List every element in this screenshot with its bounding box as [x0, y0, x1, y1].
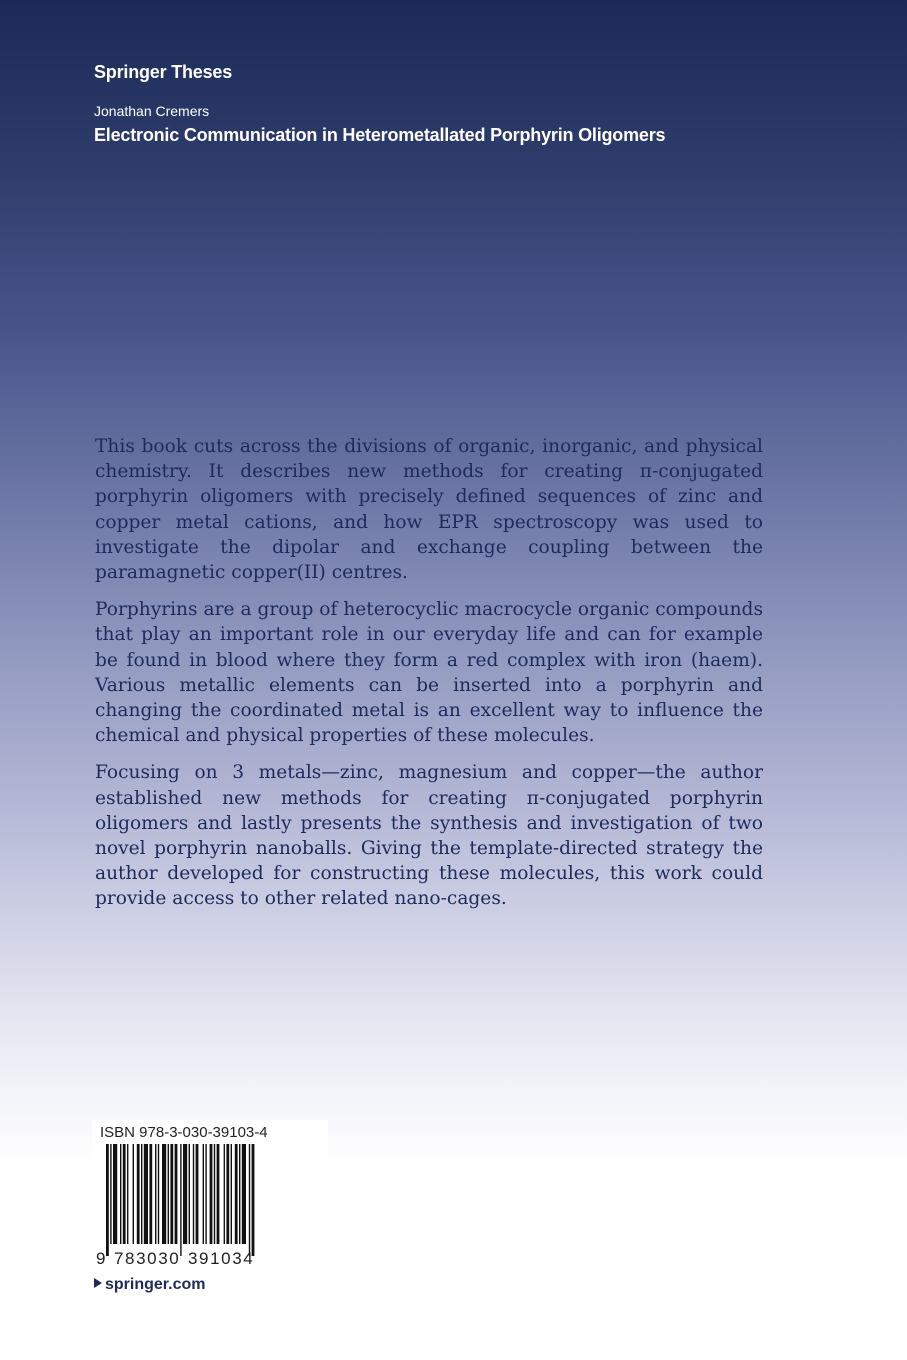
barcode-bar [226, 1144, 229, 1244]
barcode-digits-left: 783030 [114, 1249, 181, 1268]
barcode-bar [196, 1144, 199, 1244]
barcode-bar [180, 1144, 181, 1256]
series-name: Springer Theses [94, 62, 233, 82]
book-title: Electronic Communication in Heterometallated Porphyrin Oligomers [94, 125, 666, 145]
barcode-bar [239, 1144, 240, 1244]
barcode-bar [137, 1144, 140, 1244]
barcode-bar [106, 1144, 109, 1256]
barcode-bar [141, 1144, 142, 1244]
blurb-paragraph-3: Focusing on 3 metals—zinc, magnesium and copper—the author established new methods for creating π-conjugated porphyrin oligomers and lastly presents the synthesis and investigation of two novel porphyrin nanoballs. Giving the template-directed strategy the author developed for constructing these molecules, this work could provide access to other related nano-cages. [95, 762, 763, 910]
barcode-bar [242, 1144, 246, 1244]
publisher-link[interactable] [94, 1276, 205, 1294]
barcode-bar [210, 1144, 213, 1244]
barcode-bar [235, 1144, 238, 1244]
barcode-bar [162, 1144, 166, 1244]
barcode-digits-right: 391034 [188, 1249, 255, 1268]
barcode-bar [183, 1144, 187, 1244]
barcode-bar [168, 1144, 169, 1244]
barcode-bar [123, 1144, 126, 1244]
barcode-bar [133, 1144, 134, 1244]
author-name: Jonathan Cremers [94, 103, 210, 119]
barcode-bar [217, 1144, 220, 1244]
barcode-bar [113, 1144, 117, 1244]
barcode-bar [149, 1144, 152, 1244]
barcode-bar [170, 1144, 173, 1244]
publisher-url: springer.com [105, 1276, 206, 1293]
barcode-bar [110, 1144, 111, 1244]
barcode-bar [144, 1144, 148, 1244]
blurb-paragraph-2: Porphyrins are a group of heterocyclic macrocycle organic compounds that play an important role in our everyday life and can for example be found in blood where they form a red complex with iron (haem). Various metallic elements can be inserted into a porphyrin and changing the coordinated metal is an excellent way to influence the chemical and physical properties of these molecules. [95, 599, 763, 747]
barcode-bar [205, 1144, 206, 1244]
barcode-digit-first: 9 [96, 1249, 106, 1268]
barcode-bar [127, 1144, 128, 1244]
barcode-bar [158, 1144, 159, 1244]
barcode-bar [155, 1144, 156, 1244]
blurb-text [95, 434, 763, 924]
barcode-bar [193, 1144, 194, 1244]
barcode-bar [249, 1144, 250, 1256]
barcode-icon [102, 1144, 262, 1260]
barcode-bar [231, 1144, 232, 1244]
arrow-right-icon [94, 1278, 102, 1288]
barcode-bar [203, 1144, 204, 1244]
barcode-bar [120, 1144, 121, 1244]
isbn-label: ISBN 978-3-030-39103-4 [100, 1124, 268, 1141]
blurb-paragraph-1: This book cuts across the divisions of organic, inorganic, and physical chemistry. It describes new methods for creating π-conjugated porphyrin oligomers with precisely defined sequences of zinc and copper metal cations, and how EPR spectroscopy was used to investigate the dipolar and exchange coupling between the paramagnetic copper(II) centres. [95, 436, 763, 584]
barcode-bar [252, 1144, 255, 1256]
barcode-bar [189, 1144, 190, 1244]
barcode-bar [214, 1144, 215, 1244]
barcode-bar [224, 1144, 225, 1244]
barcode-bar [175, 1144, 178, 1244]
